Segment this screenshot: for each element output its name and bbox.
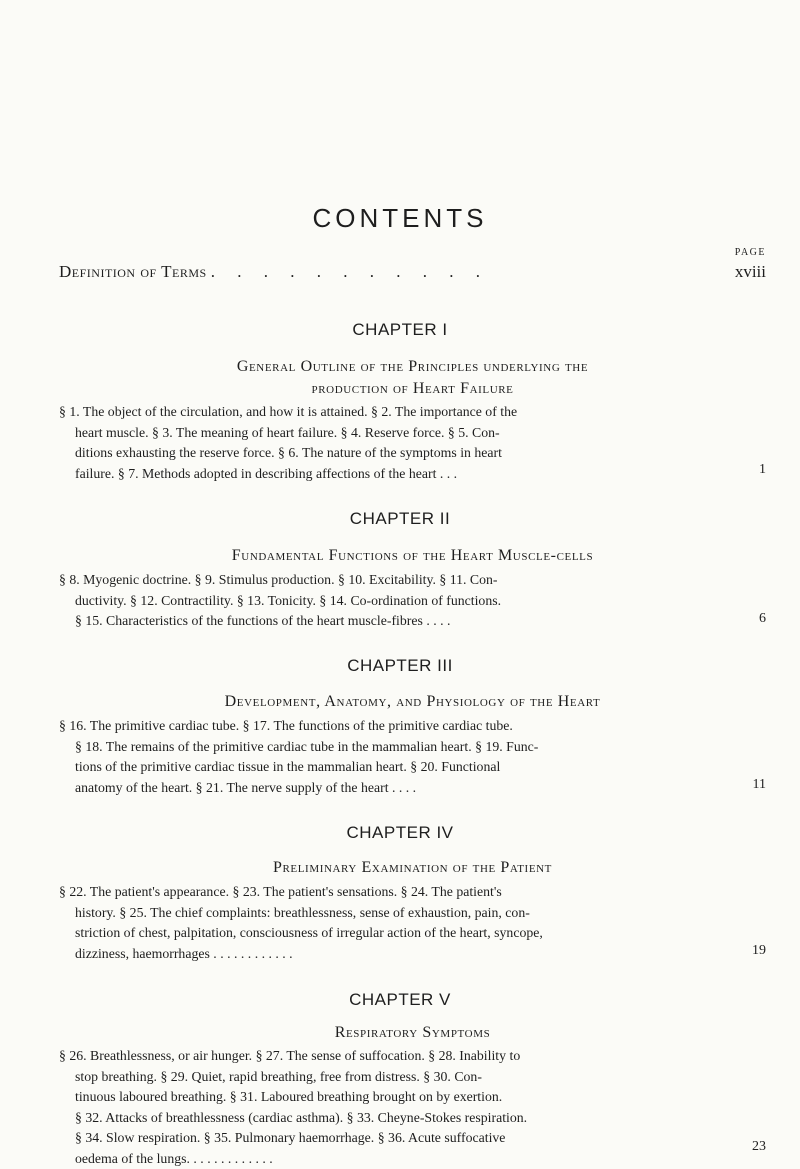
section-line: anatomy of the heart. § 21. The nerve supply of the heart . . . .	[59, 778, 709, 799]
chapter-1-heading-line: production of Heart Failure	[59, 378, 766, 400]
section-line: § 26. Breathlessness, or air hunger. § 27. The sense of suffocation. § 28. Inability to	[59, 1046, 709, 1067]
page-column-label: PAGE	[735, 247, 766, 258]
chapter-5-heading	[59, 1022, 766, 1044]
chapter-5-sections	[59, 1046, 709, 1169]
chapter-2-sections	[59, 570, 709, 632]
section-line: tinuous laboured breathing. § 31. Laboured breathing brought on by exertion.	[59, 1087, 709, 1108]
chapter-3-page-number: 11	[753, 777, 766, 793]
dot-leader: . . . . . . . . . . .	[207, 262, 731, 282]
chapter-2-heading-line: Fundamental Functions of the Heart Muscle-cells	[59, 545, 766, 567]
chapter-4-heading-line: Preliminary Examination of the Patient	[59, 857, 766, 879]
chapter-4-page-number: 19	[752, 943, 766, 959]
chapter-4-sections	[59, 882, 709, 964]
chapter-3-sections	[59, 716, 709, 798]
section-line: § 8. Myogenic doctrine. § 9. Stimulus production. § 10. Excitability. § 11. Con-	[59, 570, 709, 591]
section-line: stop breathing. § 29. Quiet, rapid breathing, free from distress. § 30. Con-	[59, 1067, 709, 1088]
chapter-1-sections	[59, 402, 709, 484]
section-line: tions of the primitive cardiac tissue in the mammalian heart. § 20. Functional	[59, 757, 709, 778]
chapter-1-label: CHAPTER I	[0, 320, 800, 340]
chapter-5-label: CHAPTER V	[0, 990, 800, 1010]
chapter-3-heading	[59, 691, 766, 713]
definition-page-number: xviii	[731, 262, 766, 282]
section-line: history. § 25. The chief complaints: breathlessness, sense of exhaustion, pain, con-	[59, 903, 709, 924]
chapter-5-page-number: 23	[752, 1140, 766, 1154]
section-line: § 34. Slow respiration. § 35. Pulmonary haemorrhage. § 36. Acute suffocative	[59, 1128, 709, 1149]
chapter-4-label: CHAPTER IV	[0, 823, 800, 843]
section-line: dizziness, haemorrhages . . . . . . . . . . . .	[59, 944, 709, 965]
section-line: § 1. The object of the circulation, and how it is attained. § 2. The importance of the	[59, 402, 709, 423]
section-line: ductivity. § 12. Contractility. § 13. Tonicity. § 14. Co-ordination of functions.	[59, 591, 709, 612]
chapter-2-label: CHAPTER II	[0, 509, 800, 529]
section-line: oedema of the lungs. . . . . . . . . . . . .	[59, 1149, 709, 1169]
chapter-1-heading-line: General Outline of the Principles underlying the	[59, 356, 766, 378]
chapter-2-heading	[59, 545, 766, 567]
section-line: ditions exhausting the reserve force. § 6. The nature of the symptoms in heart	[59, 443, 709, 464]
page-title: CONTENTS	[0, 203, 800, 234]
section-line: failure. § 7. Methods adopted in describing affections of the heart . . .	[59, 464, 709, 485]
section-line: heart muscle. § 3. The meaning of heart failure. § 4. Reserve force. § 5. Con-	[59, 423, 709, 444]
section-line: § 18. The remains of the primitive cardiac tube in the mammalian heart. § 19. Func-	[59, 737, 709, 758]
chapter-1-page-number: 1	[759, 462, 766, 478]
section-line: § 32. Attacks of breathlessness (cardiac asthma). § 33. Cheyne-Stokes respiration.	[59, 1108, 709, 1129]
definition-label: Definition of Terms	[59, 262, 207, 282]
chapter-1-heading	[59, 356, 766, 400]
section-line: striction of chest, palpitation, consciousness of irregular action of the heart, syncope,	[59, 923, 709, 944]
chapter-3-heading-line: Development, Anatomy, and Physiology of the Heart	[59, 691, 766, 713]
section-line: § 16. The primitive cardiac tube. § 17. The functions of the primitive cardiac tube.	[59, 716, 709, 737]
chapter-4-heading	[59, 857, 766, 879]
chapter-2-page-number: 6	[759, 611, 766, 627]
section-line: § 15. Characteristics of the functions of the heart muscle-fibres . . . .	[59, 611, 709, 632]
chapter-5-heading-line: Respiratory Symptoms	[59, 1022, 766, 1044]
section-line: § 22. The patient's appearance. § 23. The patient's sensations. § 24. The patient's	[59, 882, 709, 903]
chapter-3-label: CHAPTER III	[0, 656, 800, 676]
definition-of-terms-entry	[59, 262, 766, 282]
